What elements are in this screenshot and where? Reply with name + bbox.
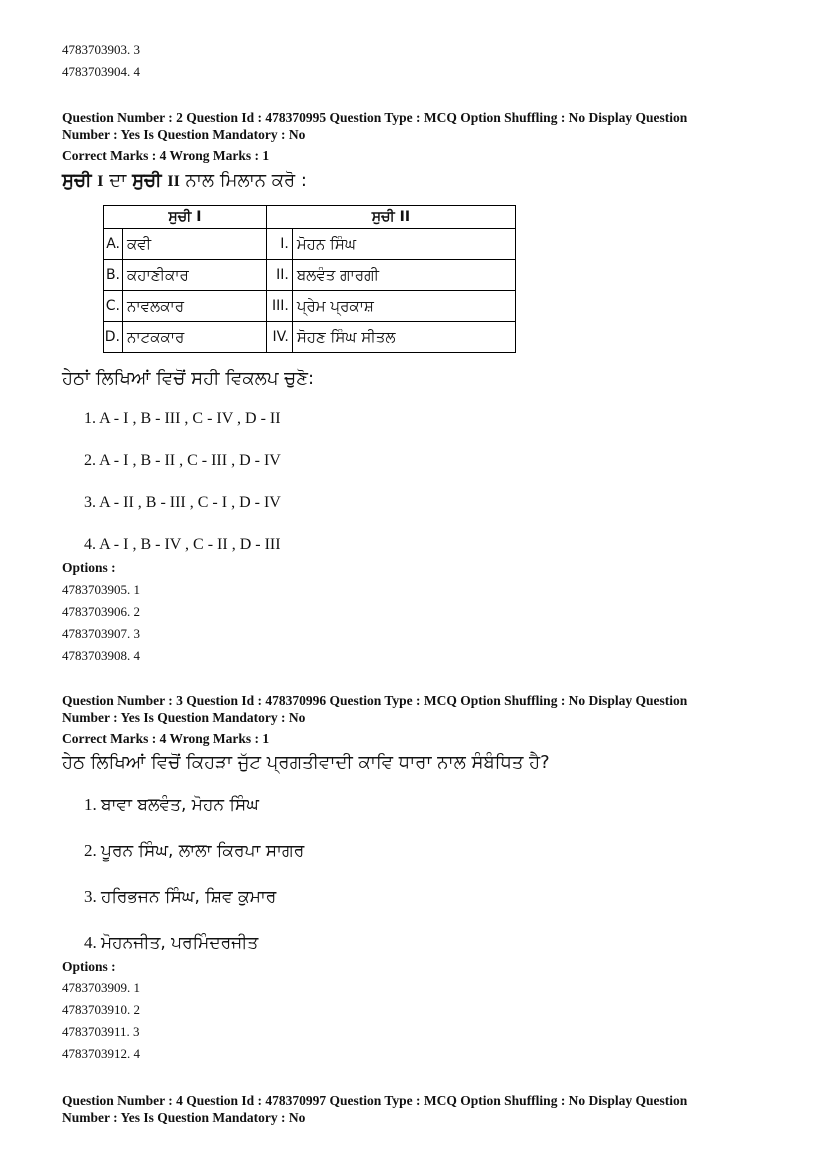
choice-text: ਬਾਵਾ ਬਲਵੰਤ, ਮੋਹਨ ਸਿੰਘ — [101, 795, 259, 815]
choice-text: ਮੋਹਨਜੀਤ, ਪਰਮਿੰਦਰਜੀਤ — [101, 933, 259, 953]
row-key: D. — [104, 322, 123, 353]
question-3-choice — [84, 795, 259, 815]
choice-number: 1. — [84, 795, 97, 814]
choice-text: ਹਰਿਭਜਨ ਸਿੰਘ, ਸ਼ਿਵ ਕੁਮਾਰ — [101, 887, 277, 907]
row-value: ਕਵੀ — [123, 229, 267, 260]
table-row — [104, 229, 516, 260]
question-2-prompt — [62, 170, 307, 191]
row-value: ਸੋਹਣ ਸਿੰਘ ਸੀਤਲ — [292, 322, 515, 353]
question-4-meta: Question Number : 4 Question Id : 478370997 Question Type : MCQ Option Shuffling : No Display Question — [62, 1093, 688, 1108]
match-table — [103, 205, 516, 353]
option-id: 4783703903. 3 — [62, 42, 140, 57]
prompt-part: ਦਾ — [109, 170, 127, 191]
prompt-part: II — [167, 173, 180, 190]
prompt-part: ਸੁਚੀ — [132, 170, 162, 191]
question-3-choice — [84, 887, 276, 907]
row-value: ਮੋਹਨ ਸਿੰਘ — [292, 229, 515, 260]
column-header: ਸੁਚੀ II — [266, 206, 515, 229]
row-key: III. — [266, 291, 292, 322]
row-value: ਨਾਟਕਕਾਰ — [123, 322, 267, 353]
row-value: ਪ੍ਰੇਮ ਪ੍ਰਕਾਸ਼ — [292, 291, 515, 322]
option-id: 4783703911. 3 — [62, 1024, 140, 1039]
question-3-marks: Correct Marks : 4 Wrong Marks : 1 — [62, 731, 270, 746]
question-2-choice: 2. A - I , B - II , C - III , D - IV — [84, 452, 281, 469]
table-row — [104, 322, 516, 353]
question-2-choice: 3. A - II , B - III , C - I , D - IV — [84, 494, 281, 511]
question-3-choice — [84, 841, 304, 861]
prompt-part: ਨਾਲ ਮਿਲਾਨ ਕਰੋ : — [185, 170, 307, 191]
option-id: 4783703910. 2 — [62, 1002, 140, 1017]
question-3-meta-cont: Number : Yes Is Question Mandatory : No — [62, 710, 306, 725]
question-2-instruction: ਹੇਠਾਂ ਲਿਖਿਆਂ ਵਿਚੋਂ ਸਹੀ ਵਿਕਲਪ ਚੁਣੋ: — [62, 368, 315, 389]
row-key: A. — [104, 229, 123, 260]
option-id: 4783703906. 2 — [62, 604, 140, 619]
row-key: C. — [104, 291, 123, 322]
column-header: ਸੁਚੀ I — [104, 206, 267, 229]
option-id: 4783703909. 1 — [62, 980, 140, 995]
option-id: 4783703908. 4 — [62, 648, 140, 663]
option-id: 4783703907. 3 — [62, 626, 140, 641]
question-3-choice — [84, 933, 258, 953]
choice-number: 4. — [84, 933, 97, 952]
row-key: IV. — [266, 322, 292, 353]
question-2-choice: 4. A - I , B - IV , C - II , D - III — [84, 536, 281, 553]
row-key: B. — [104, 260, 123, 291]
table-row — [104, 260, 516, 291]
question-4-meta-cont: Number : Yes Is Question Mandatory : No — [62, 1110, 306, 1125]
choice-number: 2. — [84, 841, 97, 860]
table-row — [104, 291, 516, 322]
row-key: I. — [266, 229, 292, 260]
table-header-row — [104, 206, 516, 229]
options-label: Options : — [62, 959, 116, 974]
row-value: ਬਲਵੰਤ ਗਾਰਗੀ — [292, 260, 515, 291]
question-2-marks: Correct Marks : 4 Wrong Marks : 1 — [62, 148, 270, 163]
question-2-meta: Question Number : 2 Question Id : 478370995 Question Type : MCQ Option Shuffling : No Display Question — [62, 110, 688, 125]
row-value: ਨਾਵਲਕਾਰ — [123, 291, 267, 322]
row-key: II. — [266, 260, 292, 291]
option-id: 4783703905. 1 — [62, 582, 140, 597]
choice-number: 3. — [84, 887, 97, 906]
options-label: Options : — [62, 560, 116, 575]
prompt-part: ਸੁਚੀ — [62, 170, 92, 191]
prompt-part: I — [97, 173, 104, 190]
option-id: 4783703912. 4 — [62, 1046, 140, 1061]
question-3-prompt: ਹੇਠ ਲਿਖਿਆਂ ਵਿਚੋਂ ਕਿਹੜਾ ਜੁੱਟ ਪ੍ਰਗਤੀਵਾਦੀ ਕਾਵਿ ਧਾਰਾ ਨਾਲ ਸੰਬੰਧਿਤ ਹੈ? — [62, 752, 550, 773]
question-2-meta-cont: Number : Yes Is Question Mandatory : No — [62, 127, 306, 142]
choice-text: ਪੂਰਨ ਸਿੰਘ, ਲਾਲਾ ਕਿਰਪਾ ਸਾਗਰ — [101, 841, 305, 861]
option-id: 4783703904. 4 — [62, 64, 140, 79]
question-3-meta: Question Number : 3 Question Id : 478370996 Question Type : MCQ Option Shuffling : No Display Question — [62, 693, 688, 708]
row-value: ਕਹਾਣੀਕਾਰ — [123, 260, 267, 291]
question-2-choice: 1. A - I , B - III , C - IV , D - II — [84, 410, 281, 427]
